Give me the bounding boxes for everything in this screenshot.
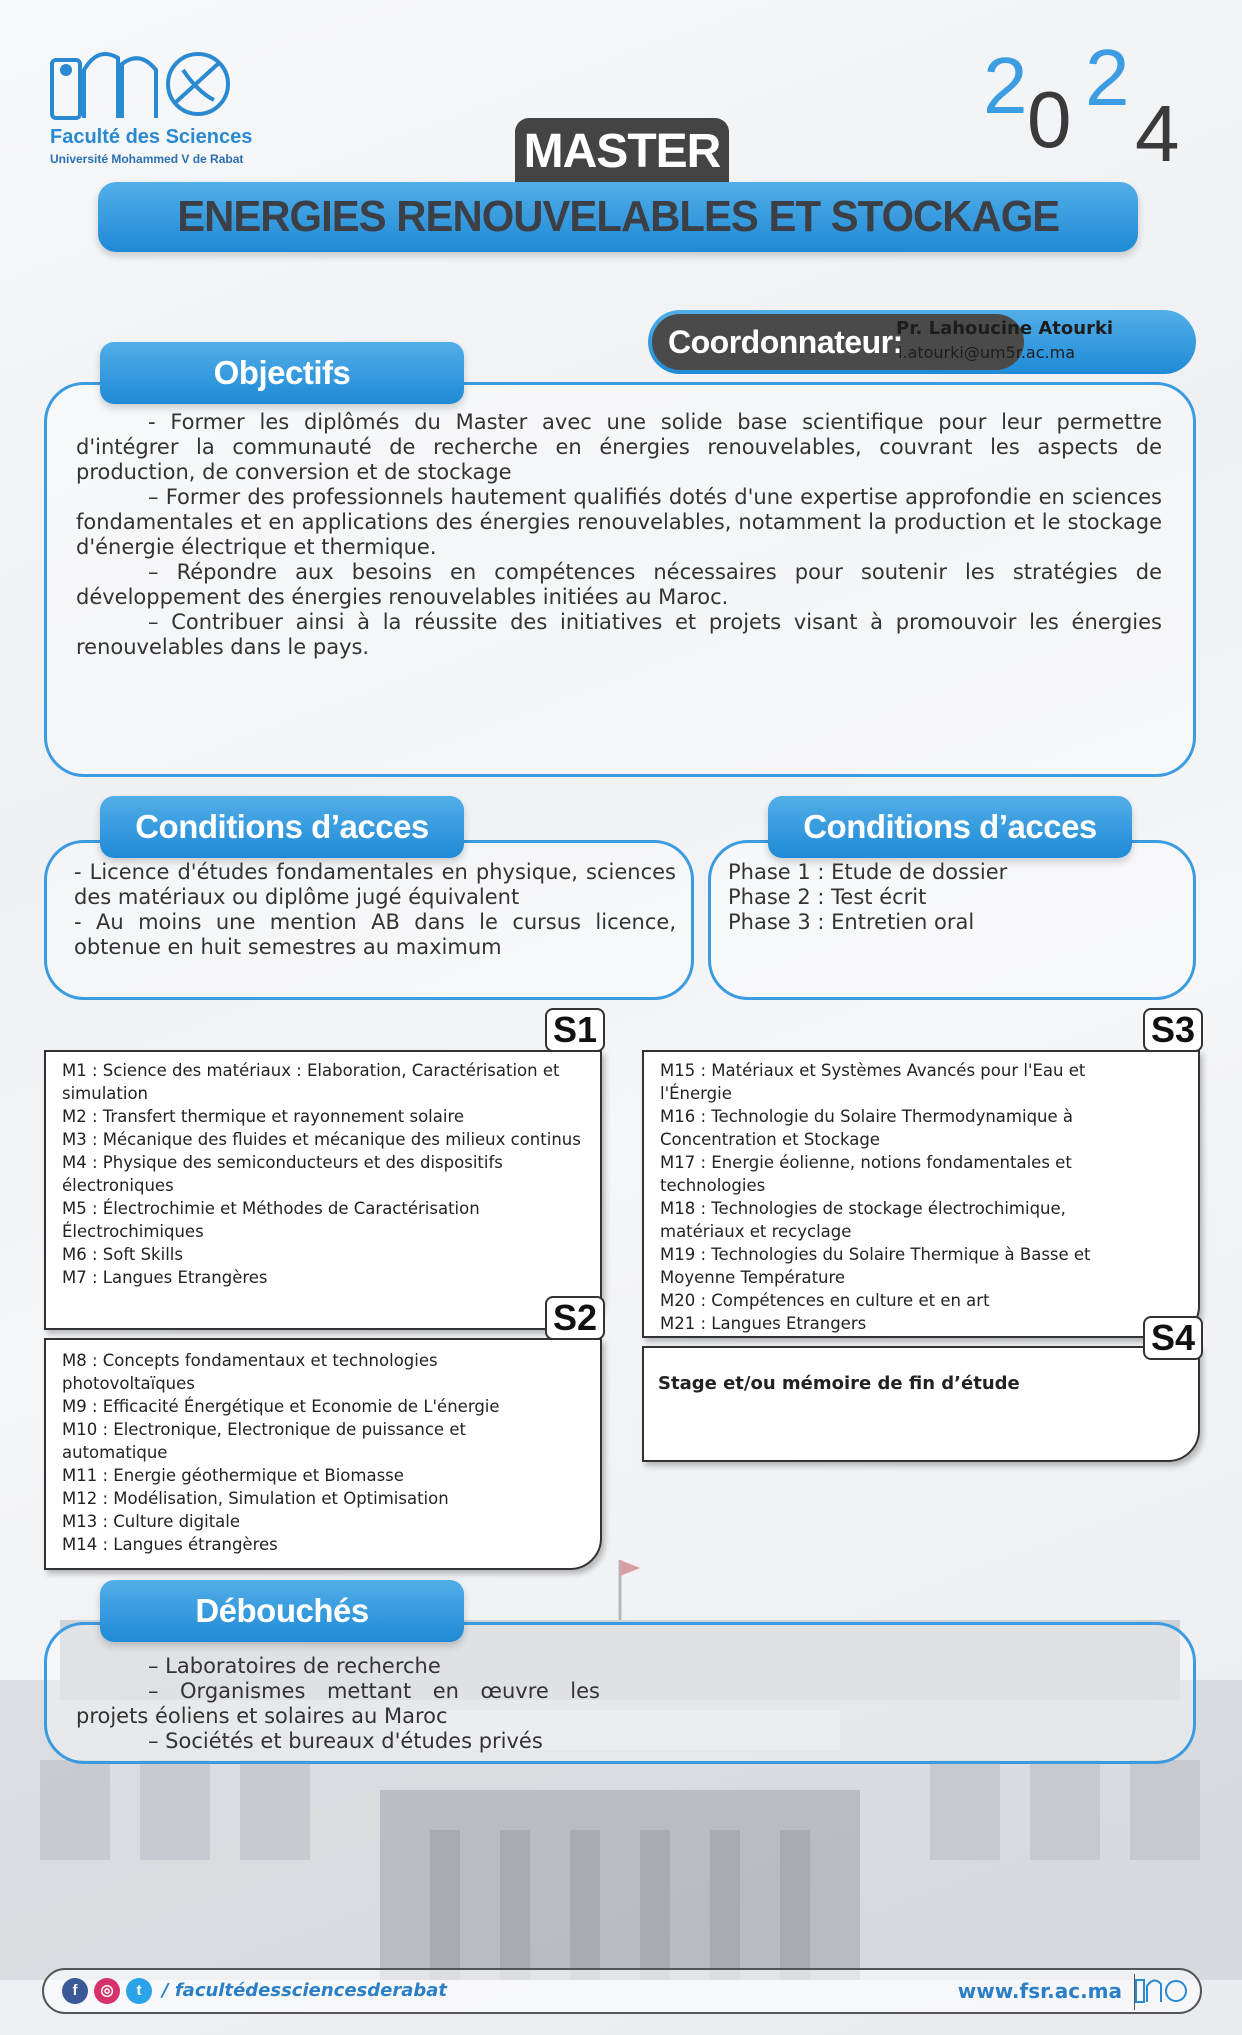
debouches-text <box>76 1654 600 1754</box>
module-item: M5 : Électrochimie et Méthodes de Caractérisation Électrochimiques <box>62 1199 480 1241</box>
faculty-name: Faculté des Sciences <box>50 126 253 148</box>
module-item: M2 : Transfert thermique et rayonnement solaire <box>62 1107 465 1126</box>
year-digit-4: 4 <box>1135 89 1180 170</box>
social-handle[interactable]: / facultédessciencesderabat <box>162 1980 448 2001</box>
phase-line: Phase 1 : Etude de dossier <box>728 860 1008 884</box>
phase-line: Phase 3 : Entretien oral <box>728 910 975 934</box>
faculty-mini-logo-icon <box>1134 1974 1188 2010</box>
condition-line: - Au moins une mention AB dans le cursus licence, obtenue en huit semestres au maximum <box>74 910 676 959</box>
year-digit-1: 2 <box>983 41 1028 130</box>
semester-s4-text: Stage et/ou mémoire de fin d’étude <box>658 1373 1020 1394</box>
program-title: ENERGIES RENOUVELABLES ET STOCKAGE <box>176 192 1060 241</box>
conditions-left-text <box>74 860 676 960</box>
facebook-icon[interactable]: f <box>62 1978 88 2004</box>
semester-s4-badge: S4 <box>1143 1316 1203 1360</box>
debouche-item: – Laboratoires de recherche <box>148 1654 441 1678</box>
module-item: M6 : Soft Skills <box>62 1245 183 1264</box>
module-item: M3 : Mécanique des fluides et mécanique des milieux continus <box>62 1130 581 1149</box>
module-item: M1 : Science des matériaux : Elaboration, Caractérisation et simulation <box>62 1061 560 1103</box>
objectifs-text <box>76 410 1162 660</box>
condition-line: - Licence d'études fondamentales en physique, sciences des matériaux ou diplôme jugé équivalent <box>74 860 676 909</box>
website-link[interactable]: www.fsr.ac.ma <box>957 1979 1122 2003</box>
semester-s2-modules <box>62 1349 522 1556</box>
footer-bar <box>42 1968 1202 2014</box>
instagram-icon[interactable]: ◎ <box>94 1978 120 2004</box>
conditions-left-tab: Conditions d’acces <box>100 796 464 858</box>
year-2024-graphic <box>975 35 1215 170</box>
semester-s1-badge: S1 <box>545 1008 605 1052</box>
semester-s2-badge: S2 <box>545 1296 605 1340</box>
objectif-item: – Répondre aux besoins en compétences nécessaires pour soutenir les stratégies de développement des énergies renouvelables initiées au Maroc. <box>76 560 1162 609</box>
objectifs-tab: Objectifs <box>100 342 464 404</box>
year-digit-3: 2 <box>1085 35 1130 122</box>
conditions-right-text <box>728 860 1178 935</box>
phase-line: Phase 2 : Test écrit <box>728 885 927 909</box>
university-name: Université Mohammed V de Rabat <box>50 152 244 166</box>
module-item: M17 : Energie éolienne, notions fondamentales et technologies <box>660 1153 1072 1195</box>
year-digit-2: 0 <box>1027 75 1072 164</box>
module-item: M13 : Culture digitale <box>62 1512 241 1531</box>
objectif-item: – Contribuer ainsi à la réussite des initiatives et projets visant à promouvoir les énergies renouvelables dans le pays. <box>76 610 1162 659</box>
module-item: M9 : Efficacité Énergétique et Economie de L'énergie <box>62 1397 500 1416</box>
module-item: M4 : Physique des semiconducteurs et des dispositifs électroniques <box>62 1153 503 1195</box>
module-item: M19 : Technologies du Solaire Thermique à Basse et Moyenne Température <box>660 1245 1091 1287</box>
faculty-logo-mark-icon <box>48 40 248 122</box>
faculty-logo <box>48 40 253 170</box>
semester-s3-modules <box>660 1059 1130 1335</box>
program-type-tab: MASTER <box>515 118 729 186</box>
module-item: M7 : Langues Etrangères <box>62 1268 268 1287</box>
module-item: M12 : Modélisation, Simulation et Optimisation <box>62 1489 449 1508</box>
module-item: M18 : Technologies de stockage électrochimique, matériaux et recyclage <box>660 1199 1066 1241</box>
debouches-tab: Débouchés <box>100 1580 464 1642</box>
objectif-item: - Former les diplômés du Master avec une solide base scientifique pour leur permettre d'intégrer la communauté de recherche en énergies renouvelables, couvrant les aspects de production, de conversion et de stockage <box>76 410 1162 484</box>
coordinator-badge <box>648 310 1196 374</box>
coordinator-email[interactable]: l.atourki@um5r.ac.ma <box>898 343 1076 362</box>
debouche-item: – Organismes mettant en œuvre les projets éoliens et solaires au Maroc <box>76 1679 600 1728</box>
module-item: M14 : Langues étrangères <box>62 1535 278 1554</box>
module-item: M11 : Energie géothermique et Biomasse <box>62 1466 404 1485</box>
module-item: M15 : Matériaux et Systèmes Avancés pour l'Eau et l'Énergie <box>660 1061 1086 1103</box>
conditions-right-tab: Conditions d’acces <box>768 796 1132 858</box>
module-item: M8 : Concepts fondamentaux et technologies photovoltaïques <box>62 1351 438 1393</box>
program-title-banner <box>98 182 1138 252</box>
semester-s3-badge: S3 <box>1143 1008 1203 1052</box>
social-icons <box>62 1978 152 2004</box>
semester-s4-box <box>642 1346 1200 1462</box>
debouche-item: – Sociétés et bureaux d'études privés <box>148 1729 543 1753</box>
twitter-icon[interactable]: t <box>126 1978 152 2004</box>
semester-s1-modules <box>62 1059 600 1289</box>
module-item: M21 : Langues Etrangers <box>660 1314 867 1333</box>
module-item: M10 : Electronique, Electronique de puissance et automatique <box>62 1420 466 1462</box>
objectif-item: – Former des professionnels hautement qualifiés dotés d'une expertise approfondie en sciences fondamentales et en applications des énergies renouvelables, notamment la production et le stockage d'énergie électrique et thermique. <box>76 485 1162 559</box>
coordinator-name: Pr. Lahoucine Atourki <box>896 318 1114 339</box>
coordinator-label: Coordonnateur: <box>652 314 1024 370</box>
module-item: M16 : Technologie du Solaire Thermodynamique à Concentration et Stockage <box>660 1107 1074 1149</box>
module-item: M20 : Compétences en culture et en art <box>660 1291 990 1310</box>
